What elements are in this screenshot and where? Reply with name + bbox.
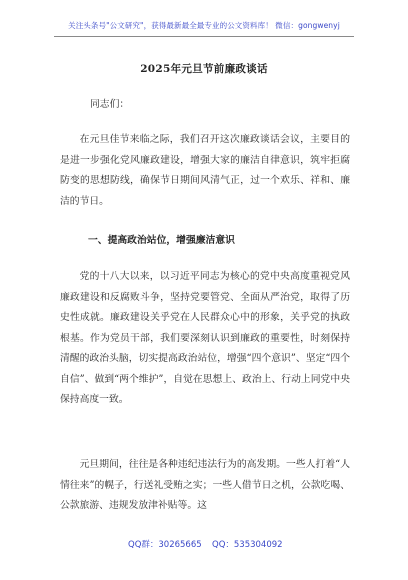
section-heading: 一、提高政治站位，增强廉洁意识 <box>88 235 235 246</box>
salutation: 同志们： <box>90 99 130 110</box>
body-paragraph: 元旦期间，往往是各种违纪违法行为的高发期。一些人打着“人情往来”的幌子，行送礼受贿之实；一些人借节日之机，公款吃喝、公款旅游、违规发放津补贴等。这 <box>60 459 350 511</box>
header-note: 关注头条号"公文研究"，获得最新最全最专业的公文资料库！ 微信：gongwenyj <box>68 21 340 30</box>
header-divider <box>54 36 354 37</box>
document-title: 2025年元旦节前廉政谈话 <box>140 63 268 75</box>
footer-qq-number: QQ：535304092 <box>212 540 283 550</box>
body-paragraph: 党的十八大以来，以习近平同志为核心的党中央高度重视党风廉政建设和反腐败斗争，坚持党要管党、全面从严治党，取得了历史性成就。廉政建设关乎党在人民群众心中的形象，关乎党的执政根基。作为党员干部，我们要深刻认识到廉政的重要性，时刻保持清醒的政治头脑，切实提高政治站位，增强“四个意识”、坚定“四个自信”、做到“两个维护”，自觉在思想上、政治上、行动上同党中央保持高度一致。 <box>60 271 350 405</box>
intro-paragraph: 在元旦佳节来临之际，我们召开这次廉政谈话会议，主要目的是进一步强化党风廉政建设，增强大家的廉洁自律意识，筑牢拒腐防变的思想防线，确保节日期间风清气正，过一个欢乐、祥和、廉洁的节日。 <box>60 134 350 207</box>
footer-qq-group: QQ群：30265665 <box>128 540 202 550</box>
